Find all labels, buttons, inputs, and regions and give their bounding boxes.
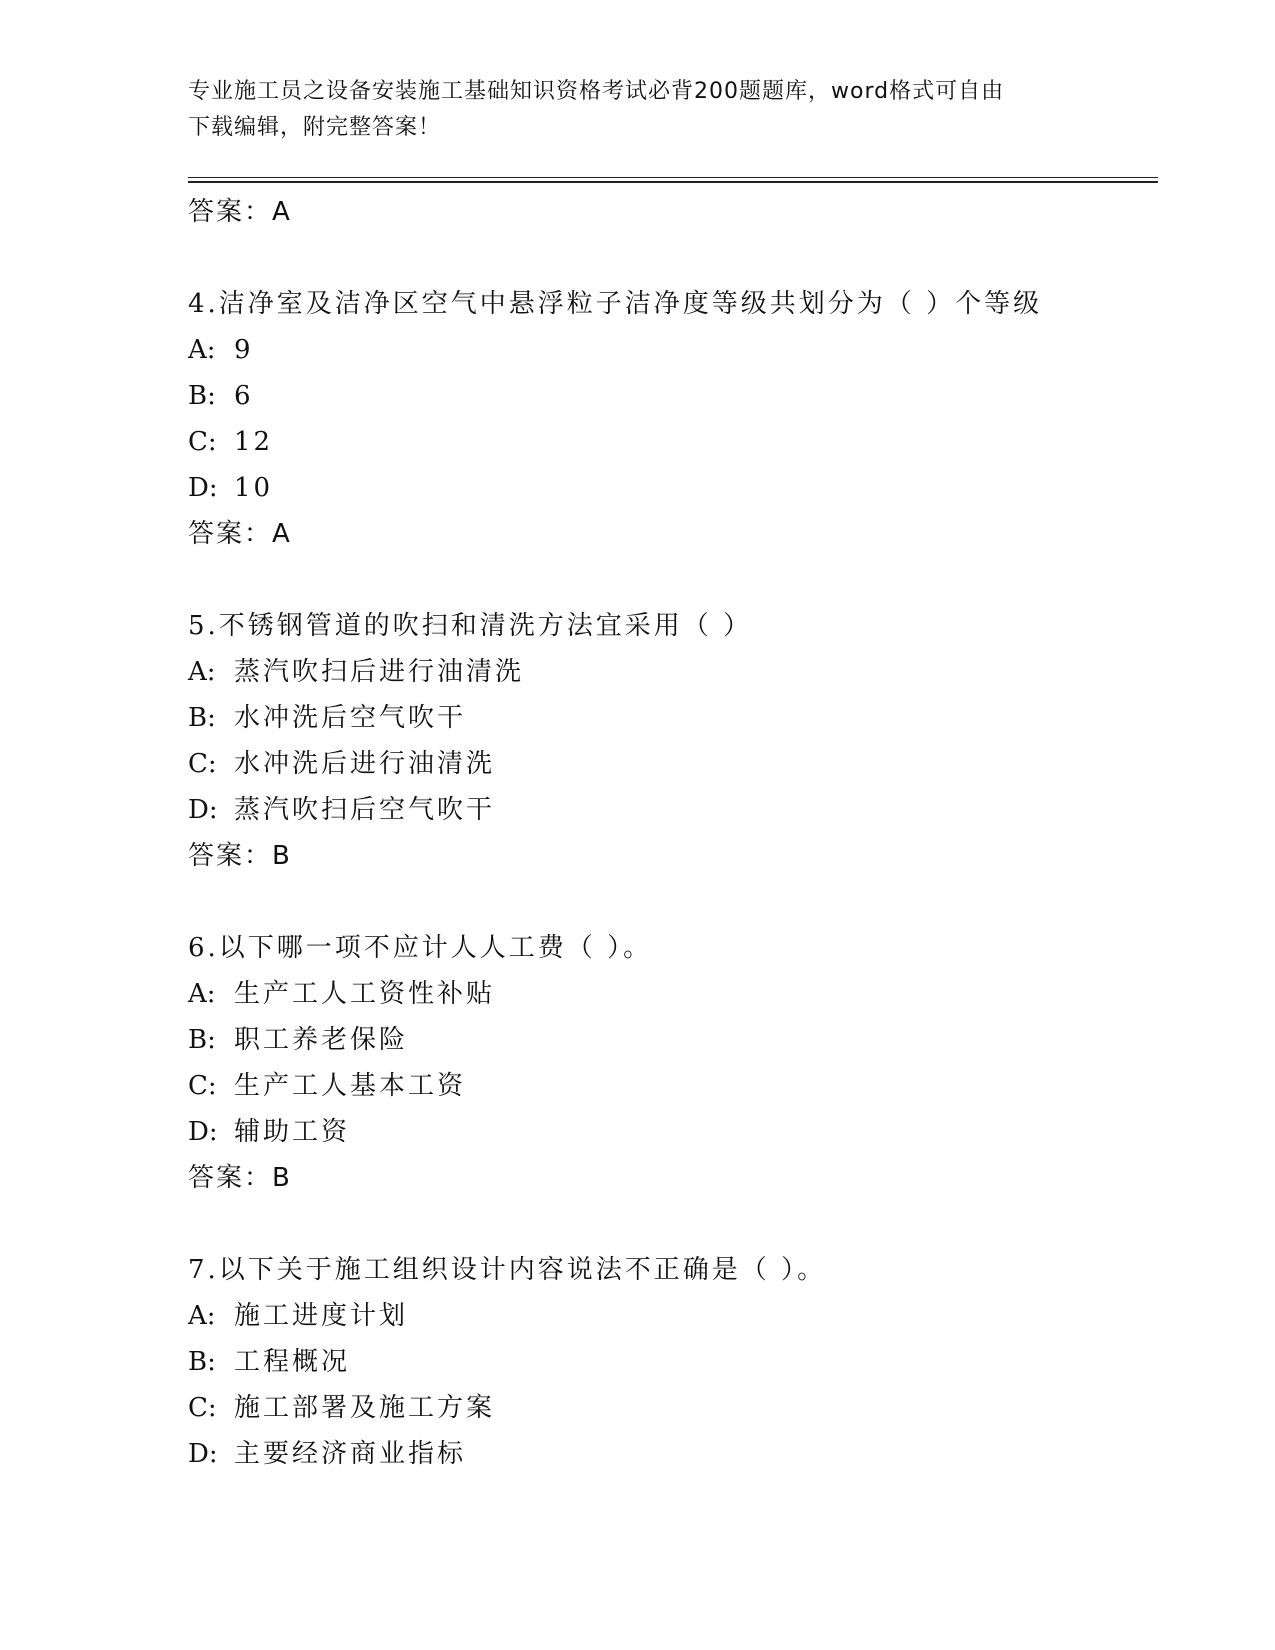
option-letter: D:	[188, 795, 218, 825]
question-stem: 4.洁净室及洁净区空气中悬浮粒子洁净度等级共划分为（ ）个等级	[188, 289, 1043, 319]
option-letter: B:	[188, 1025, 216, 1055]
option-a	[188, 1293, 1148, 1339]
option-letter: C:	[188, 749, 217, 779]
answer-line: 答案：B	[188, 1163, 292, 1193]
option-d	[188, 465, 1148, 511]
option-c	[188, 1063, 1148, 1109]
option-letter: A:	[188, 335, 216, 365]
header-line-1: 专业施工员之设备安装施工基础知识资格考试必背200题题库，word格式可自由	[188, 79, 1005, 104]
option-a	[188, 649, 1148, 695]
spacer	[188, 1201, 1148, 1247]
option-letter: C:	[188, 427, 217, 457]
option-text: 10	[234, 473, 274, 503]
option-text: 9	[234, 335, 254, 365]
option-letter: A:	[188, 1301, 216, 1331]
option-text: 辅助工资	[234, 1117, 351, 1147]
question-stem: 7.以下关于施工组织设计内容说法不正确是（ ）。	[188, 1255, 827, 1285]
option-b	[188, 1339, 1148, 1385]
option-text: 工程概况	[234, 1347, 351, 1377]
option-c	[188, 419, 1148, 465]
spacer	[188, 235, 1148, 281]
option-letter: A:	[188, 657, 216, 687]
option-c	[188, 741, 1148, 787]
header-divider-thin	[188, 177, 1158, 178]
question-stem: 6.以下哪一项不应计人人工费（ ）。	[188, 933, 653, 963]
header-line-2: 下载编辑，附完整答案！	[188, 115, 442, 140]
option-text: 水冲洗后进行油清洗	[234, 749, 496, 779]
question-list	[188, 189, 1148, 1477]
option-text: 6	[234, 381, 254, 411]
option-text: 施工进度计划	[234, 1301, 409, 1331]
option-b	[188, 373, 1148, 419]
option-a	[188, 971, 1148, 1017]
option-d	[188, 1431, 1148, 1477]
option-a	[188, 327, 1148, 373]
answer-line: 答案：A	[188, 197, 292, 227]
option-letter: B:	[188, 1347, 216, 1377]
option-d	[188, 787, 1148, 833]
option-letter: D:	[188, 1439, 218, 1469]
answer-line: 答案：A	[188, 519, 292, 549]
option-letter: A:	[188, 979, 216, 1009]
document-header	[188, 74, 1088, 146]
option-b	[188, 695, 1148, 741]
option-text: 12	[234, 427, 274, 457]
option-letter: D:	[188, 1117, 218, 1147]
option-letter: C:	[188, 1071, 217, 1101]
option-b	[188, 1017, 1148, 1063]
option-text: 主要经济商业指标	[234, 1439, 467, 1469]
spacer	[188, 557, 1148, 603]
option-text: 蒸汽吹扫后进行油清洗	[234, 657, 525, 687]
option-letter: B:	[188, 381, 216, 411]
answer-line: 答案：B	[188, 841, 292, 871]
option-d	[188, 1109, 1148, 1155]
header-divider-thick	[188, 181, 1158, 183]
question-stem: 5.不锈钢管道的吹扫和清洗方法宜采用（ ）	[188, 611, 753, 641]
option-text: 生产工人基本工资	[234, 1071, 467, 1101]
option-letter: C:	[188, 1393, 217, 1423]
option-text: 施工部署及施工方案	[234, 1393, 496, 1423]
option-text: 职工养老保险	[234, 1025, 409, 1055]
option-letter: B:	[188, 703, 216, 733]
spacer	[188, 879, 1148, 925]
option-c	[188, 1385, 1148, 1431]
option-letter: D:	[188, 473, 218, 503]
option-text: 水冲洗后空气吹干	[234, 703, 467, 733]
option-text: 蒸汽吹扫后空气吹干	[234, 795, 496, 825]
option-text: 生产工人工资性补贴	[234, 979, 496, 1009]
